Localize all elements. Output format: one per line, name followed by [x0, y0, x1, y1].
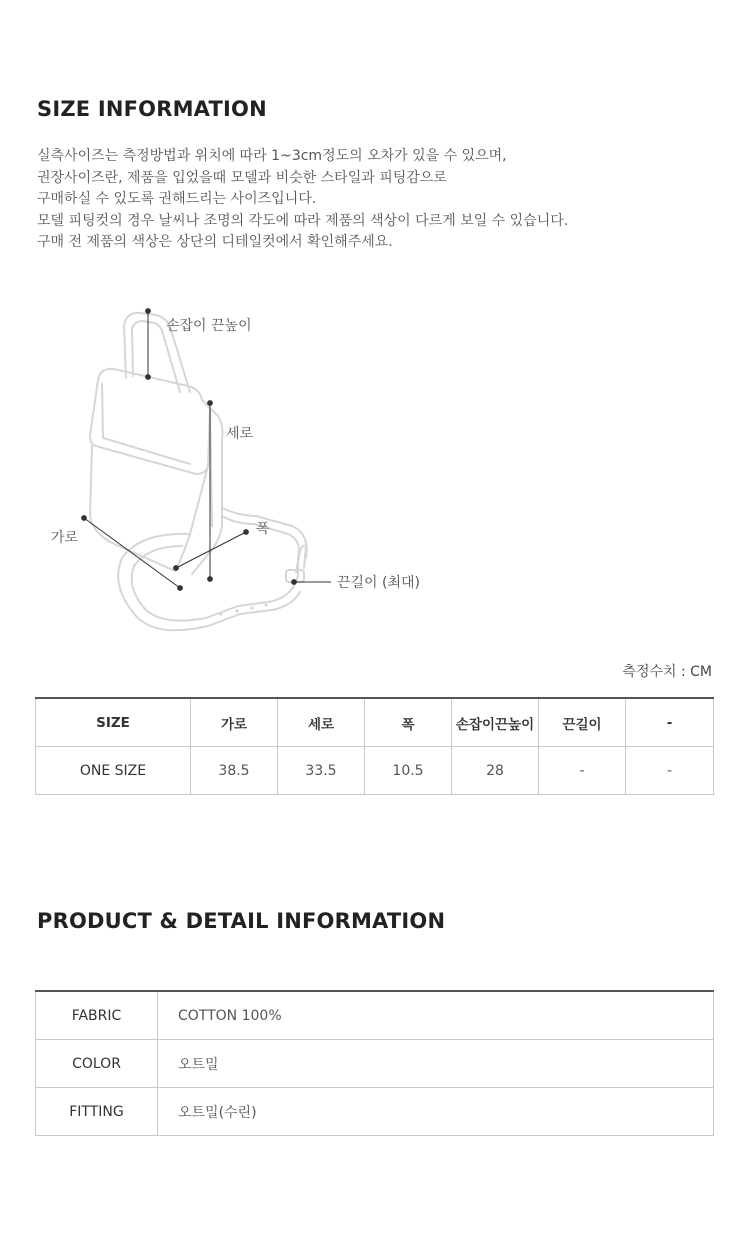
notice-line: 실측사이즈는 측정방법과 위치에 따라 1~3cm정도의 오차가 있을 수 있으며, — [37, 148, 507, 164]
notice-line: 구매 전 제품의 색상은 상단의 디테일컷에서 확인해주세요. — [37, 234, 393, 250]
detail-value: 오트밀 — [158, 1040, 714, 1088]
table-cell: 28 — [452, 747, 539, 795]
detail-label: FITTING — [36, 1088, 158, 1136]
notice-line: 구매하실 수 있도록 권해드리는 사이즈입니다. — [37, 191, 317, 207]
table-cell: - — [626, 747, 714, 795]
detail-value: COTTON 100% — [158, 991, 714, 1040]
detail-label: FABRIC — [36, 991, 158, 1040]
table-row — [36, 991, 714, 1040]
product-detail-title: PRODUCT & DETAIL INFORMATION — [37, 909, 446, 933]
notice-line: 모델 피팅컷의 경우 날씨나 조명의 각도에 따라 제품의 색상이 다르게 보일 수 있습니다. — [37, 212, 569, 229]
table-cell: 33.5 — [278, 747, 365, 795]
header-cell: 끈길이 — [539, 698, 626, 747]
table-row — [36, 747, 714, 795]
bag-measurement-diagram — [40, 296, 460, 646]
size-name-cell: ONE SIZE — [36, 747, 191, 795]
label-strap-length: 끈길이 (최대) — [337, 575, 420, 591]
header-cell: SIZE — [36, 698, 191, 747]
label-handle-height: 손잡이 끈높이 — [166, 318, 252, 334]
label-height: 세로 — [226, 426, 254, 442]
size-table — [35, 697, 714, 795]
measurement-unit-note: 측정수치 : CM — [622, 664, 712, 680]
header-cell: 폭 — [365, 698, 452, 747]
table-row — [36, 1040, 714, 1088]
table-row — [36, 1088, 714, 1136]
detail-label: COLOR — [36, 1040, 158, 1088]
notice-line: 권장사이즈란, 제품을 입었을때 모델과 비슷한 스타일과 피팅감으로 — [37, 169, 447, 186]
header-cell: - — [626, 698, 714, 747]
table-header-row — [36, 698, 714, 747]
header-cell: 가로 — [191, 698, 278, 747]
label-depth: 폭 — [256, 521, 270, 537]
size-information-title: SIZE INFORMATION — [37, 97, 267, 121]
size-notice — [37, 146, 717, 254]
detail-table — [35, 990, 714, 1136]
label-width: 가로 — [51, 530, 79, 546]
bag-illustration — [40, 296, 460, 646]
header-cell: 세로 — [278, 698, 365, 747]
table-cell: 10.5 — [365, 747, 452, 795]
detail-value: 오트밀(수린) — [158, 1088, 714, 1136]
table-cell: - — [539, 747, 626, 795]
header-cell: 손잡이끈높이 — [452, 698, 539, 747]
table-cell: 38.5 — [191, 747, 278, 795]
